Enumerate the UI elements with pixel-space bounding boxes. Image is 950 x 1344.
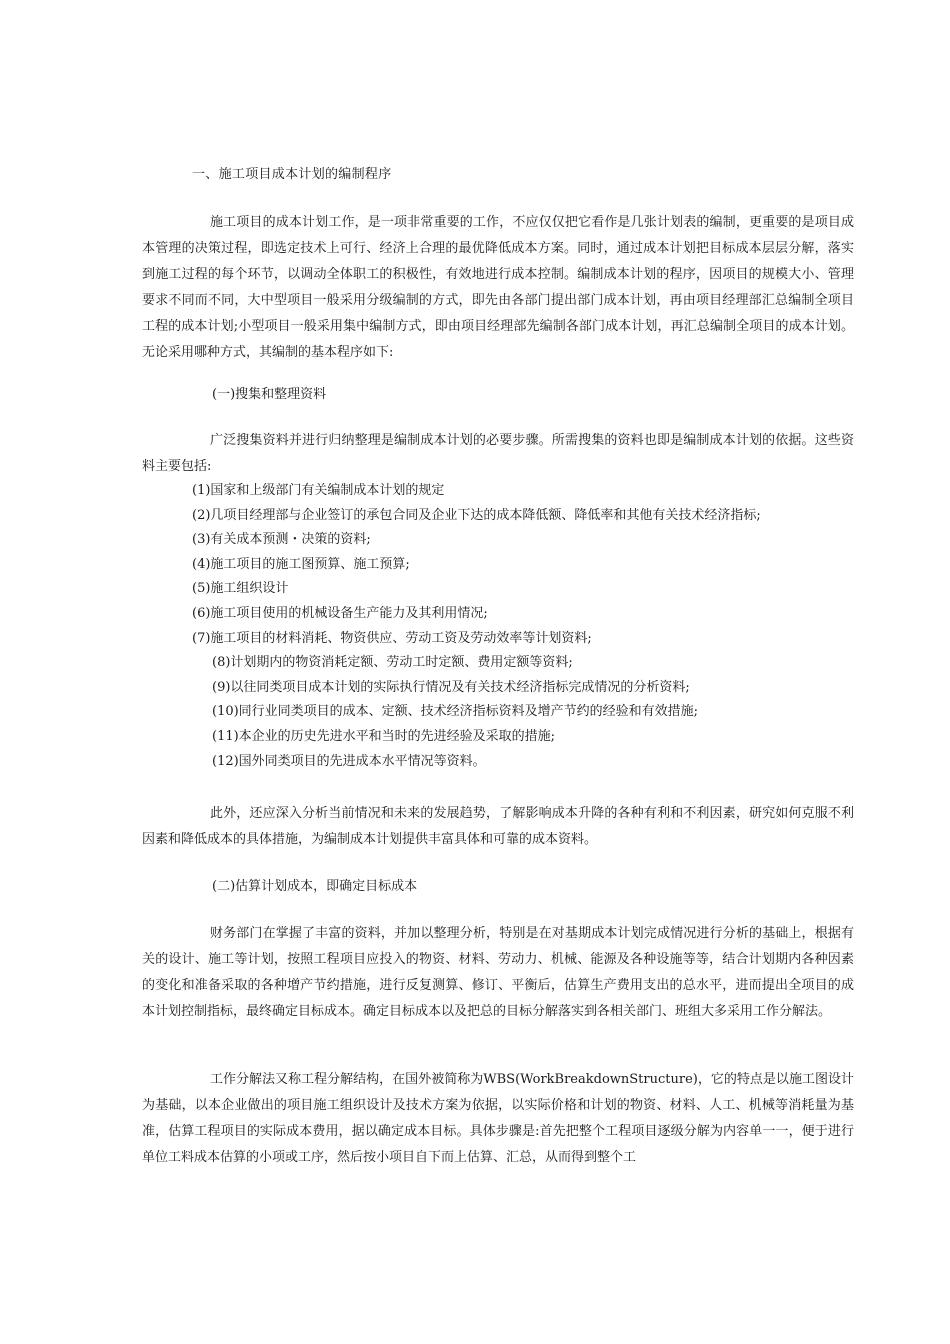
- list-item: (11)本企业的历史先进水平和当时的先进经验及采取的措施;: [212, 728, 556, 744]
- list-item: (10)同行业同类项目的成本、定额、技术经济指标资料及增产节约的经验和有效措施;: [212, 704, 699, 720]
- list-item: (4)施工项目的施工图预算、施工预算;: [192, 556, 410, 572]
- list-item: (2)几项目经理部与企业签订的承包合同及企业下达的成本降低额、降低率和其他有关技术经济指标;: [192, 507, 761, 523]
- section-heading: 一、施工项目成本计划的编制程序: [192, 167, 392, 182]
- list-item: (1)国家和上级部门有关编制成本计划的规定: [192, 483, 445, 498]
- subsection-title-estimate: (二)估算计划成本，即确定目标成本: [212, 879, 418, 894]
- list-item: (7)施工项目的材料消耗、物资供应、劳动工资及劳动效率等计划资料;: [192, 630, 592, 646]
- collect-closing-paragraph: 此外，还应深入分析当前情况和未来的发展趋势，了解影响成本升降的各种有利和不利因素，研究如何克服不利因素和降低成本的具体措施，为编制成本计划提供丰富具体和可靠的成本资料。: [142, 806, 854, 847]
- list-item: (12)国外同类项目的先进成本水平情况等资料。: [212, 753, 486, 769]
- list-item: (5)施工组织设计: [192, 581, 289, 597]
- list-item: (6)施工项目使用的机械设备生产能力及其利用情况;: [192, 605, 488, 621]
- subsection-title-collect: (一)搜集和整理资料: [212, 387, 327, 402]
- list-item: (3)有关成本预测・决策的资料;: [192, 532, 371, 548]
- estimate-paragraph: 财务部门在掌握了丰富的资料，并加以整理分析，特别是在对基期成本计划完成情况进行分析的基础上，根据有关的设计、施工等计划，按照工程项目应投入的物资、材料、劳动力、机械、能源及各种设施等等，结合计划期内各种因素的变化和准备采取的各种增产节约措施，进行反复测算、修订、平衡后，估算生产费用支出的总水平，进而提出全项目的成本计划控制指标，最终确定目标成本。确定目标成本以及把总的目标分解落实到各相关部门、班组大多采用工作分解法。: [142, 926, 854, 1019]
- wbs-paragraph: 工作分解法又称工程分解结构，在国外被简称为WBS(WorkBreakdownStructure)，它的特点是以施工图设计为基础，以本企业做出的项目施工组织设计及技术方案为依据，以实际价格和计划的物资、材料、人工、机械等消耗量为基准，估算工程项目的实际成本费用，据以确定成本目标。具体步骤是:首先把整个工程项目逐级分解为内容单一一，便于进行单位工料成本估算的小项或工序，然后按小项目自下而上估算、汇总，从而得到整个工: [142, 1072, 854, 1165]
- intro-paragraph: 施工项目的成本计划工作，是一项非常重要的工作，不应仅仅把它看作是几张计划表的编制，更重要的是项目成本管理的决策过程，即选定技术上可行、经济上合理的最优降低成本方案。同时，通过成本计划把目标成本层层分解，落实到施工过程的每个环节，以调动全体职工的积极性，有效地进行成本控制。编制成本计划的程序，因项目的规模大小、管理要求不同而不同，大中型项目一般采用分级编制的方式，即先由各部门提出部门成本计划，再由项目经理部汇总编制全项目工程的成本计划;小型项目一般采用集中编制方式，即由项目经理部先编制各部门成本计划，再汇总编制全项目的成本计划。无论采用哪种方式，其编制的基本程序如下:: [142, 215, 854, 360]
- list-item: (9)以往同类项目成本计划的实际执行情况及有关技术经济指标完成情况的分析资料;: [212, 679, 690, 695]
- collect-intro-paragraph: 广泛搜集资料并进行归纳整理是编制成本计划的必要步骤。所需搜集的资料也即是编制成本计划的依据。这些资料主要包括:: [142, 433, 854, 474]
- materials-list: [192, 479, 761, 774]
- list-item: (8)计划期内的物资消耗定额、劳动工时定额、费用定额等资料;: [212, 655, 573, 671]
